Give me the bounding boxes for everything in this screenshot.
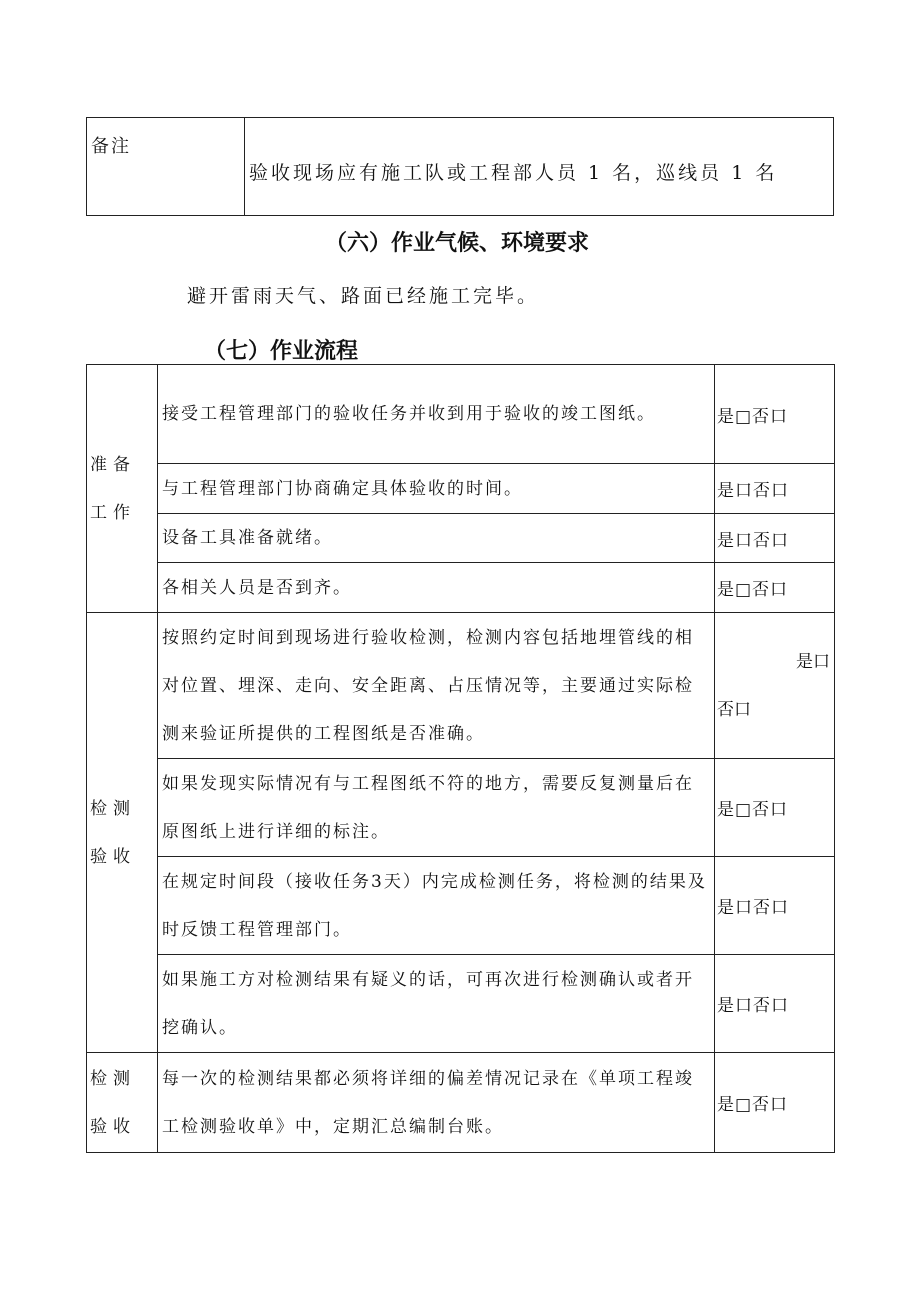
checkbox-yes-no[interactable]: 是□否口	[715, 1053, 835, 1153]
step-text: 接受工程管理部门的验收任务并收到用于验收的竣工图纸。	[158, 365, 715, 464]
step-text: 设备工具准备就绪。	[158, 514, 715, 563]
checkbox-yes-no[interactable]: 是口否口	[715, 955, 835, 1053]
checkbox-yes-no[interactable]: 是口 否口	[715, 613, 835, 759]
stage-cell-prep: 准备 工作	[87, 365, 158, 613]
environment-requirement: 避开雷雨天气、路面已经施工完毕。	[187, 285, 540, 307]
table-row	[87, 563, 835, 613]
table-row	[87, 365, 835, 464]
section6-heading: （六）作业气候、环境要求	[325, 231, 590, 256]
step-text: 各相关人员是否到齐。	[158, 563, 715, 613]
table-row	[87, 759, 835, 857]
checkbox-yes-no[interactable]: 是□否口	[715, 563, 835, 613]
section7-heading: （七）作业流程	[204, 339, 359, 364]
step-text: 如果发现实际情况有与工程图纸不符的地方，需要反复测量后在原图纸上进行详细的标注。	[158, 759, 715, 857]
table-row	[87, 857, 835, 955]
table-row	[87, 955, 835, 1053]
table-row	[87, 1053, 835, 1153]
table-row	[87, 464, 835, 514]
step-text: 每一次的检测结果都必须将详细的偏差情况记录在《单项工程竣工检测验收单》中，定期汇总编制台账。	[158, 1053, 715, 1153]
table-row	[87, 514, 835, 563]
checkbox-yes-no[interactable]: 是口否口	[715, 514, 835, 563]
workflow-table	[86, 364, 835, 1153]
remark-label: 备注	[87, 118, 245, 215]
stage-cell-inspection: 检测 验收	[87, 613, 158, 1053]
table-row	[87, 613, 835, 759]
step-text: 按照约定时间到现场进行验收检测，检测内容包括地埋管线的相对位置、埋深、走向、安全距离、占压情况等，主要通过实际检测来验证所提供的工程图纸是否准确。	[158, 613, 715, 759]
checkbox-yes-no[interactable]: 是口否口	[715, 464, 835, 514]
stage-cell-inspection-2: 检测 验收	[87, 1053, 158, 1153]
remark-text: 验收现场应有施工队或工程部人员 1 名，巡线员 1 名	[249, 162, 778, 184]
step-text: 在规定时间段（接收任务3天）内完成检测任务，将检测的结果及时反馈工程管理部门。	[158, 857, 715, 955]
checkbox-yes-no[interactable]: 是□否口	[715, 365, 835, 464]
step-text: 与工程管理部门协商确定具体验收的时间。	[158, 464, 715, 514]
step-text: 如果施工方对检测结果有疑义的话，可再次进行检测确认或者开挖确认。	[158, 955, 715, 1053]
checkbox-yes-no[interactable]: 是口否口	[715, 857, 835, 955]
checkbox-yes-no[interactable]: 是□否口	[715, 759, 835, 857]
remark-table	[86, 117, 834, 216]
